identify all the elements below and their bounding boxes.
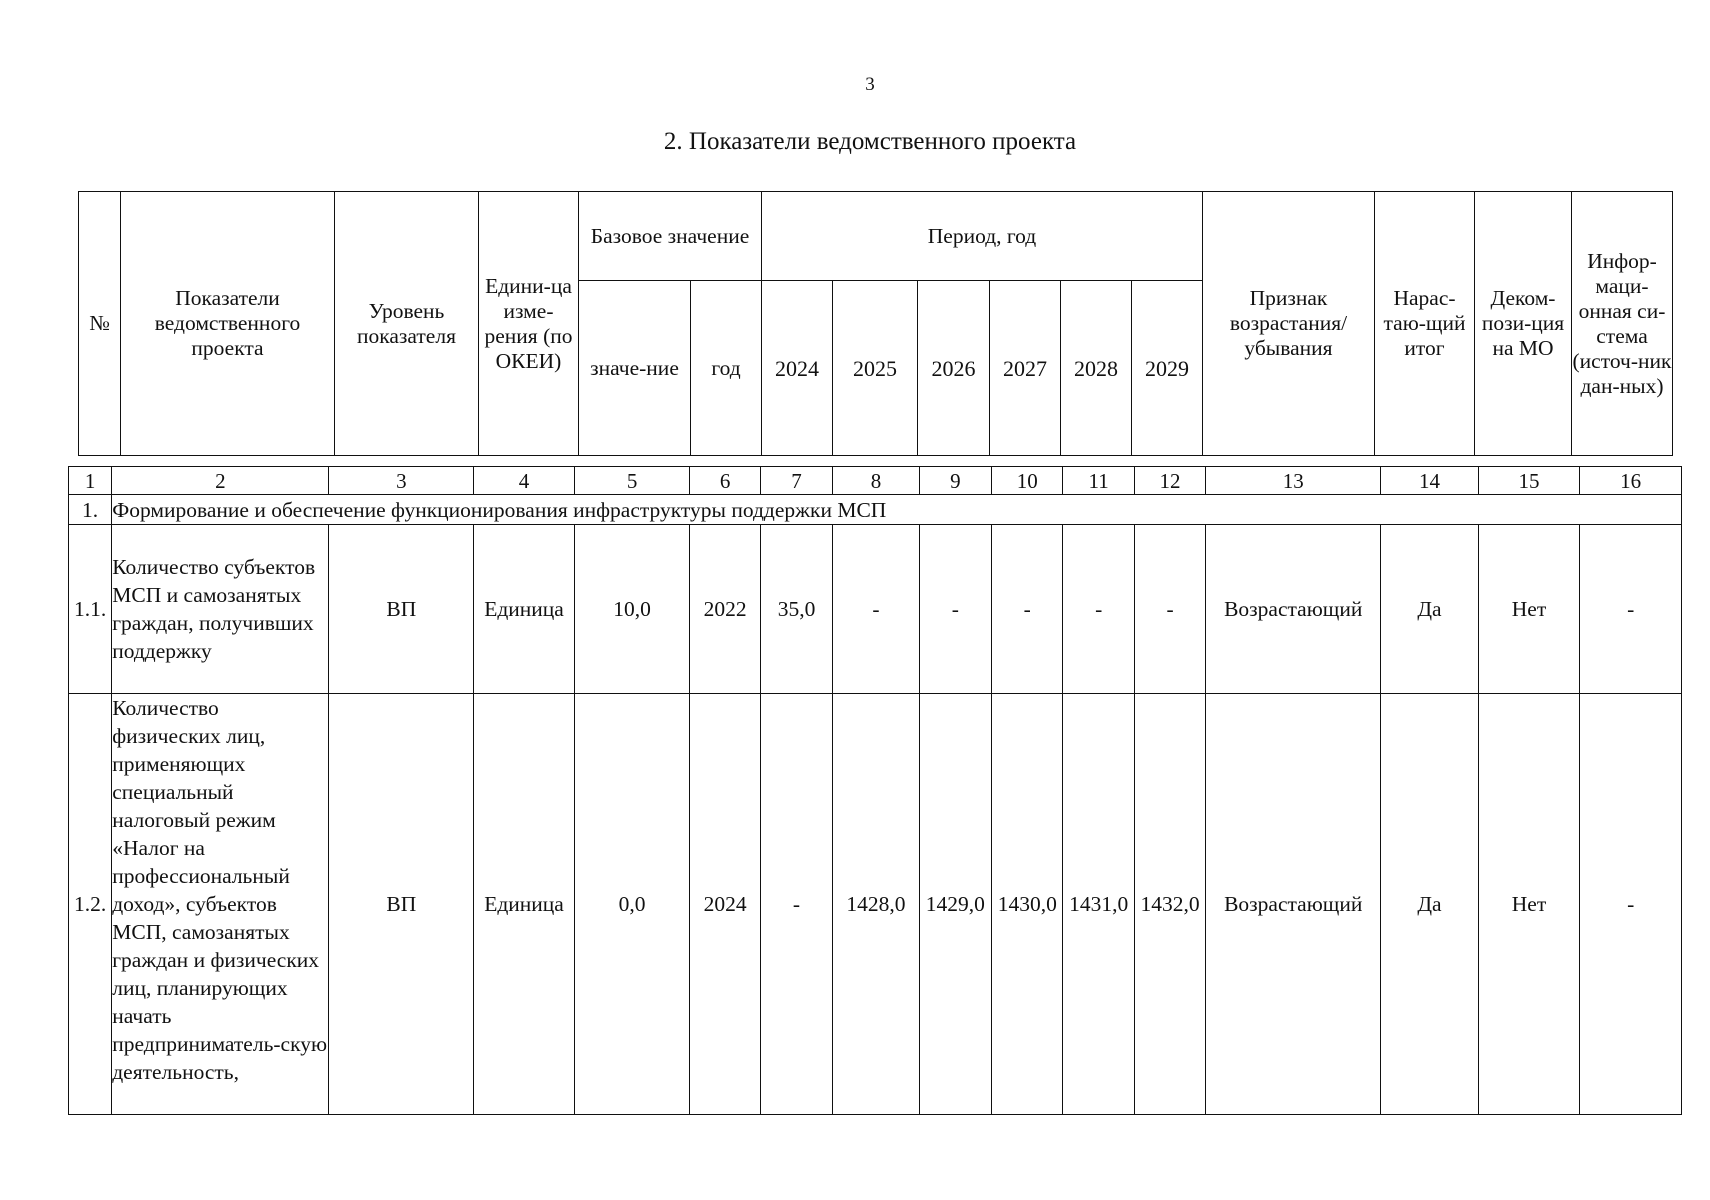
base-value: 0,0 xyxy=(574,694,690,1115)
value-2029: - xyxy=(1134,525,1205,694)
header-base: Базовое значение xyxy=(579,192,762,281)
header-trend: Признак возрастания/ убывания xyxy=(1203,192,1375,456)
decomposition: Нет xyxy=(1478,525,1580,694)
value-2024: - xyxy=(760,694,832,1115)
cumulative: Да xyxy=(1381,694,1479,1115)
column-number: 7 xyxy=(760,467,832,495)
column-number: 6 xyxy=(690,467,760,495)
value-2028: 1431,0 xyxy=(1063,694,1134,1115)
header-period: Период, год xyxy=(762,192,1203,281)
indicator-name: Количество физических лиц, применяющих специальный налоговый режим «Налог на профессиональный доход», субъектов МСП, самозанятых граждан и физических лиц, планирующих начать предприниматель-скую деятельность, xyxy=(112,694,329,1115)
indicator-unit: Единица xyxy=(474,525,575,694)
column-number: 14 xyxy=(1381,467,1479,495)
indicators-table-body xyxy=(68,466,1682,1115)
header-unit: Едини-ца изме-рения (по ОКЕИ) xyxy=(479,192,579,456)
base-year: 2022 xyxy=(690,525,760,694)
value-2024: 35,0 xyxy=(760,525,832,694)
value-2027: 1430,0 xyxy=(992,694,1063,1115)
page-number: 3 xyxy=(865,74,875,95)
row-number: 1.1. xyxy=(69,525,112,694)
header-base-year: год xyxy=(691,281,762,456)
indicator-level: ВП xyxy=(329,525,474,694)
header-info-system: Инфор-маци-онная си-стема (источ-ник дан-ных) xyxy=(1572,192,1673,456)
column-number: 4 xyxy=(474,467,575,495)
header-year-2024: 2024 xyxy=(762,281,833,456)
info-system: - xyxy=(1580,694,1682,1115)
value-2025: 1428,0 xyxy=(833,694,919,1115)
column-number: 11 xyxy=(1063,467,1134,495)
section-number: 1. xyxy=(69,495,112,525)
value-2028: - xyxy=(1063,525,1134,694)
column-number: 2 xyxy=(112,467,329,495)
value-2029: 1432,0 xyxy=(1134,694,1205,1115)
column-number: 1 xyxy=(69,467,112,495)
base-year: 2024 xyxy=(690,694,760,1115)
value-2025: - xyxy=(833,525,919,694)
value-2026: 1429,0 xyxy=(919,694,991,1115)
section-row xyxy=(69,495,1682,525)
header-year-2026: 2026 xyxy=(918,281,990,456)
header-num: № xyxy=(79,192,121,456)
section-heading: Формирование и обеспечение функционирования инфраструктуры поддержки МСП xyxy=(112,495,1682,525)
column-number: 12 xyxy=(1134,467,1205,495)
indicator-unit: Единица xyxy=(474,694,575,1115)
column-number: 15 xyxy=(1478,467,1580,495)
indicator-level: ВП xyxy=(329,694,474,1115)
header-year-2028: 2028 xyxy=(1061,281,1132,456)
header-indicator: Показатели ведомственного проекта xyxy=(121,192,335,456)
cumulative: Да xyxy=(1381,525,1479,694)
column-number: 8 xyxy=(833,467,919,495)
column-numbers-row xyxy=(69,467,1682,495)
column-number: 16 xyxy=(1580,467,1682,495)
column-number: 5 xyxy=(574,467,690,495)
indicators-table-header xyxy=(78,191,1673,456)
column-number: 3 xyxy=(329,467,474,495)
value-2026: - xyxy=(919,525,991,694)
header-level: Уровень показателя xyxy=(335,192,479,456)
header-decomposition: Деком-пози-ция на МО xyxy=(1475,192,1572,456)
column-number: 9 xyxy=(919,467,991,495)
header-base-value: значе-ние xyxy=(579,281,691,456)
table-row xyxy=(69,525,1682,694)
column-number: 10 xyxy=(992,467,1063,495)
base-value: 10,0 xyxy=(574,525,690,694)
header-year-2029: 2029 xyxy=(1132,281,1203,456)
header-year-2027: 2027 xyxy=(990,281,1061,456)
section-title: 2. Показатели ведомственного проекта xyxy=(663,128,1077,155)
info-system: - xyxy=(1580,525,1682,694)
value-2027: - xyxy=(992,525,1063,694)
header-cumulative: Нарас-таю-щий итог xyxy=(1375,192,1475,456)
decomposition: Нет xyxy=(1478,694,1580,1115)
trend: Возрастающий xyxy=(1206,525,1381,694)
table-row xyxy=(69,694,1682,1115)
column-number: 13 xyxy=(1206,467,1381,495)
trend: Возрастающий xyxy=(1206,694,1381,1115)
indicator-name: Количество субъектов МСП и самозанятых граждан, получивших поддержку xyxy=(112,525,329,694)
header-year-2025: 2025 xyxy=(833,281,918,456)
row-number: 1.2. xyxy=(69,694,112,1115)
